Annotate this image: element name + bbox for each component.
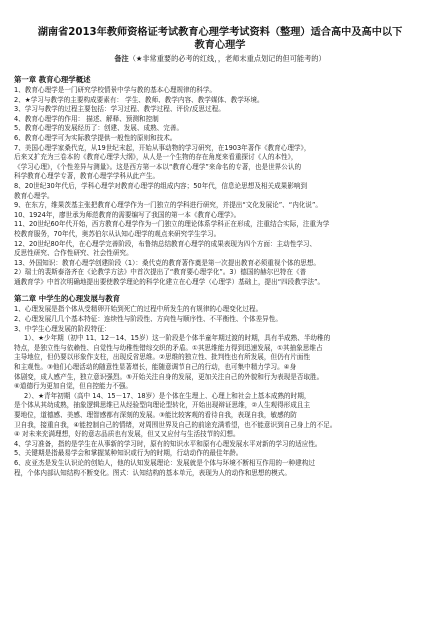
paragraph-line: 卫自我，接重自我，④能控制自己的情绪，对周围世界及自己的前途充满希望，也不能意识到自己身上的不足。	[14, 420, 337, 429]
paragraph-line: 2、心理发展几几个基本特征：连续性与阶段性、方向性与顺序性、不平衡性、个体差异性。	[14, 315, 282, 324]
paragraph-line: 通教育学》中首次明确地提出要使教学理论的科学化建立在心理学（心理学）基础上，提出“四段教学法”。	[14, 277, 325, 286]
paragraph-line: 9、在东方，维果茨基主张把教育心理学作为一门独立的学科进行研究，并提出“文化发展论”、“内化说”。	[14, 201, 322, 210]
paragraph-line: 12、20世纪80年代，在心理学完善阶段，布鲁纳总结教育心理学的成果表现为四个方面：主动性学习、	[14, 239, 317, 248]
paragraph-line: ④ 对未来充满理想，好的意志品质也有发展，但又又应付与生活技节的幻想。	[14, 430, 240, 439]
note-text: （★非常重要的必考的红线，，老师末重点划记的但可能考的）	[128, 54, 326, 63]
paragraph-line: 10、1924年，廖世承为师范教育的需要编写了我国的第一本《教育心理学》。	[14, 210, 241, 219]
paragraph-line: 是个体从其幼成熟，抽象逻辑思维已从经验型向理论型转化，开始出现辩证思维，②人生观得形成且主	[14, 401, 311, 410]
note-label: 备注	[114, 54, 129, 63]
paragraph-line: 后来又扩充为三卷本的《教育心理学大纲》，从人是一个生物的存在角度来看重探讨《人的本性》，	[14, 153, 298, 162]
paragraph-line: 3、学习与教学的过程主要包括：学习过程、教学过程、评价/反思过程。	[14, 105, 225, 114]
paragraph-line: 2）、★青年初期（高中 14、15－17、18岁）是个体在生理上、心理上和社会上基本成熟的时期，	[24, 391, 311, 400]
paragraph-line: 体剧变，成人感产生，独立意识强烈。⑤开始关注自身的发展，更加关注自己的外貌和行为表现是否取胜。	[14, 372, 324, 381]
paragraph-line: 主导地位，但仍要以形象作支柱，出现反省思维。②思维的独立性、批判性也有所发展，但仍有片面性	[14, 353, 311, 362]
paragraph-line: ⑥道德行为更加自觉，但自控能力不强。	[14, 382, 133, 391]
paragraph-line: 和主观性。③他们心理活动的随意性显著增长，能随意调节自己的行动，也可集中精力学习。④身	[14, 363, 297, 372]
paragraph-line: 程，个体内部认知结构不断变化。图式：认知结构的基本单元，表现为人的动作和思想的模式。	[14, 468, 291, 477]
paragraph-line: 1、心理发展是指个体从受精卵开始到死亡的过程中所发生的有规律的心理变化过程。	[14, 305, 263, 314]
document-subtitle: 教育心理学	[194, 40, 246, 51]
paragraph-line: 6、皮亚杰是发生认识论的创始人，他的认知发展理论：发展就是个体与环境不断相互作用的一种建构过	[14, 458, 315, 467]
paragraph-line: 1）、★少年期（初中 11、12－14、15岁）这一阶段是个体半童年期过渡的时期，具有半成熟、半幼稚的	[24, 334, 331, 343]
chapter-1-body	[14, 86, 426, 287]
chapter-1-heading: 第一章 教育心理学概述	[14, 75, 91, 84]
paragraph-line: 4、学习准备，指的是学生在从事新的学习时，原有的知识水平和原有心理发展水平对新的学习的适应性。	[14, 439, 322, 448]
paragraph-line: 要地位，道德感、美感、理智感都有深刻的发展。③能比较客观的看待自我，表现自我，敏感的防	[14, 411, 297, 419]
note-line	[14, 53, 426, 64]
paragraph-line: 4、教育心理学的作用： 描述、解释、预测和控制	[14, 114, 159, 123]
paragraph-line: 反思性研究、合作性研究、社会性研究。	[14, 249, 133, 258]
paragraph-line: 教育心理学。	[14, 191, 54, 200]
paragraph-line: 5、教育心理学的发展经历了：创建、发展、成熟、完善。	[14, 124, 184, 133]
paragraph-line: 校教育服务，70年代，奥苏伯尔从认知心理学的观点来研究学生学习。	[14, 229, 221, 238]
paragraph-line: 6、教育心理学可为实际教学提供一般性的原则和技术。	[14, 133, 177, 142]
paragraph-line: 《学习心理》，《个性差异与测量》。这是西方第一本以“教育心理学”来命名的专著，也是世界公认的	[14, 162, 302, 171]
paragraph-line: 3、中学生心理发展的阶段特征：	[14, 324, 111, 333]
document-title: 湖南省2013年教师资格证考试教育心理学考试资料（整理）适合高中及高中以下	[37, 27, 403, 38]
chapter-2-heading: 第二章 中学生的心理发展与教育	[14, 294, 121, 304]
paragraph-line: 特点，是独立性与依赖性、自觉性与幼稚性错综交织的矛盾。①其思维能力得到迅速发展，①其抽象思维占	[14, 343, 323, 352]
paragraph-line: 7、美国心理学家桑代克，从19世纪末起，开始从事动物的学习研究，在1903年著作《教育心理学》，	[14, 143, 311, 152]
paragraph-line: 2、★学习与教学的主要构成要素有： 学生、教师、教学内容、教学媒体、教学环境。	[14, 95, 264, 104]
chapter-2-body	[14, 305, 426, 478]
paragraph-line: 11、20世纪60年代开始，西方教育心理学作为一门独立的理论体系学科正在形成，注重结合实际，注重为学	[14, 220, 330, 229]
paragraph-line: 1、教育心理学是一门研究学校情景中学与教的基本心理规律的科学。	[14, 86, 217, 94]
paragraph-line: 5、关键期是指最易学会和掌握某种知识或行为的时期，行动动作的最佳年龄。	[14, 449, 243, 458]
paragraph-line: 8、20世纪30年代后，学科心理学对教育心理学的组成内容；50年代，信息论思想及相关成果影响到	[14, 181, 308, 190]
paragraph-line: 13、外国知识：教育心理学创建阶段（1）：桑代克的教育著作奠是第一次提出教育必须重视个体的思想。	[14, 258, 321, 267]
paragraph-line: 2）瑞士的裴斯泰洛齐在《论教学方法》中首次提出了“教育要心理学化”。3）德国的赫尔巴特在《普	[14, 268, 307, 277]
paragraph-line: 科学教育心理学专著，教育心理学学科从此产生。	[14, 172, 160, 181]
